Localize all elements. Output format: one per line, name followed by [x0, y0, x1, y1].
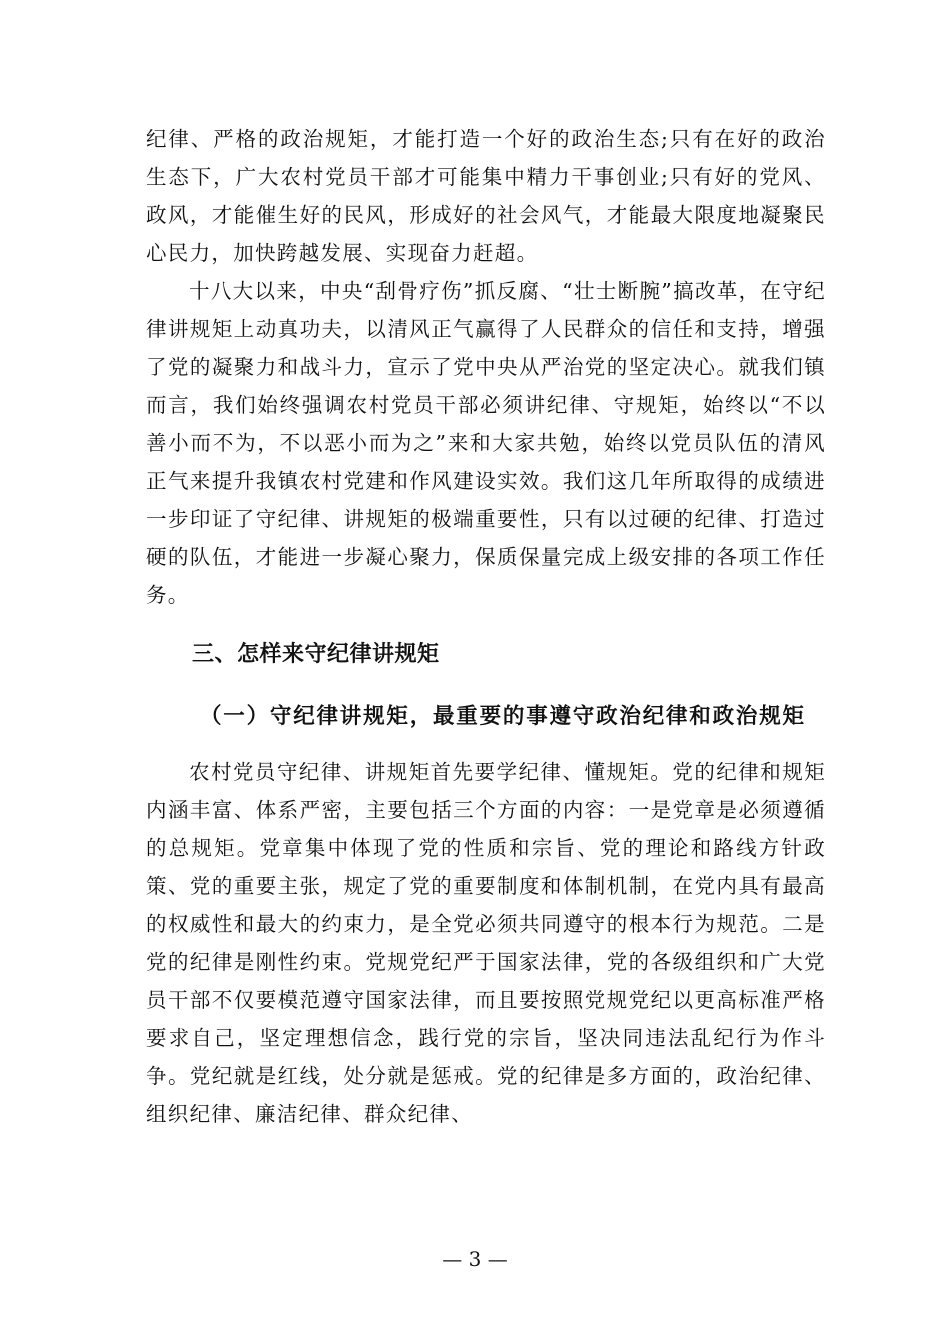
paragraph-continuation: 纪律、严格的政治规矩，才能打造一个好的政治生态;只有在好的政治生态下，广大农村党员干部才可能集中精力干事创业;只有好的党风、政风，才能催生好的民风，形成好的社会风气，才能最大限度地凝聚民心民力，加快跨越发展、实现奋力赶超。: [146, 127, 826, 265]
subsection-heading-1: （一）守纪律讲规矩，最重要的事遵守政治纪律和政治规矩: [200, 704, 806, 729]
document-body: [146, 120, 826, 1133]
paragraph-eighteenth-congress: 十八大以来，中央“刮骨疗伤”抓反腐、“壮士断腕”搞改革，在守纪律讲规矩上动真功夫，以清风正气赢得了人民群众的信任和支持，增强了党的凝聚力和战斗力，宣示了党中央从严治党的坚定决心。就我们镇而言，我们始终强调农村党员干部必须讲纪律、守规矩，始终以“不以善小而不为，不以恶小而为之”来和大家共勉，始终以党员队伍的清风正气来提升我镇农村党建和作风建设实效。我们这几年所取得的成绩进一步印证了守纪律、讲规矩的极端重要性，只有以过硬的纪律、打造过硬的队伍，才能进一步凝心聚力，保质保量完成上级安排的各项工作任务。: [146, 279, 826, 607]
page-number: — 3 —: [442, 1247, 508, 1271]
section-heading-3: 三、怎样来守纪律讲规矩: [192, 642, 440, 667]
paragraph-discipline-rules: 农村党员守纪律、讲规矩首先要学纪律、懂规矩。党的纪律和规矩内涵丰富、体系严密，主要包括三个方面的内容：一是党章是必须遵循的总规矩。党章集中体现了党的性质和宗旨、党的理论和路线方针政策、党的重要主张，规定了党的重要制度和体制机制，在党内具有最高的权威性和最大的约束力，是全党必须共同遵守的根本行为规范。二是党的纪律是刚性约束。党规党纪严于国家法律，党的各级组织和广大党员干部不仅要模范遵守国家法律，而且要按照党规党纪以更高标准严格要求自己，坚定理想信念，践行党的宗旨，坚决同违法乱纪行为作斗争。党纪就是红线，处分就是惩戒。党的纪律是多方面的，政治纪律、组织纪律、廉洁纪律、群众纪律、: [146, 760, 826, 1126]
